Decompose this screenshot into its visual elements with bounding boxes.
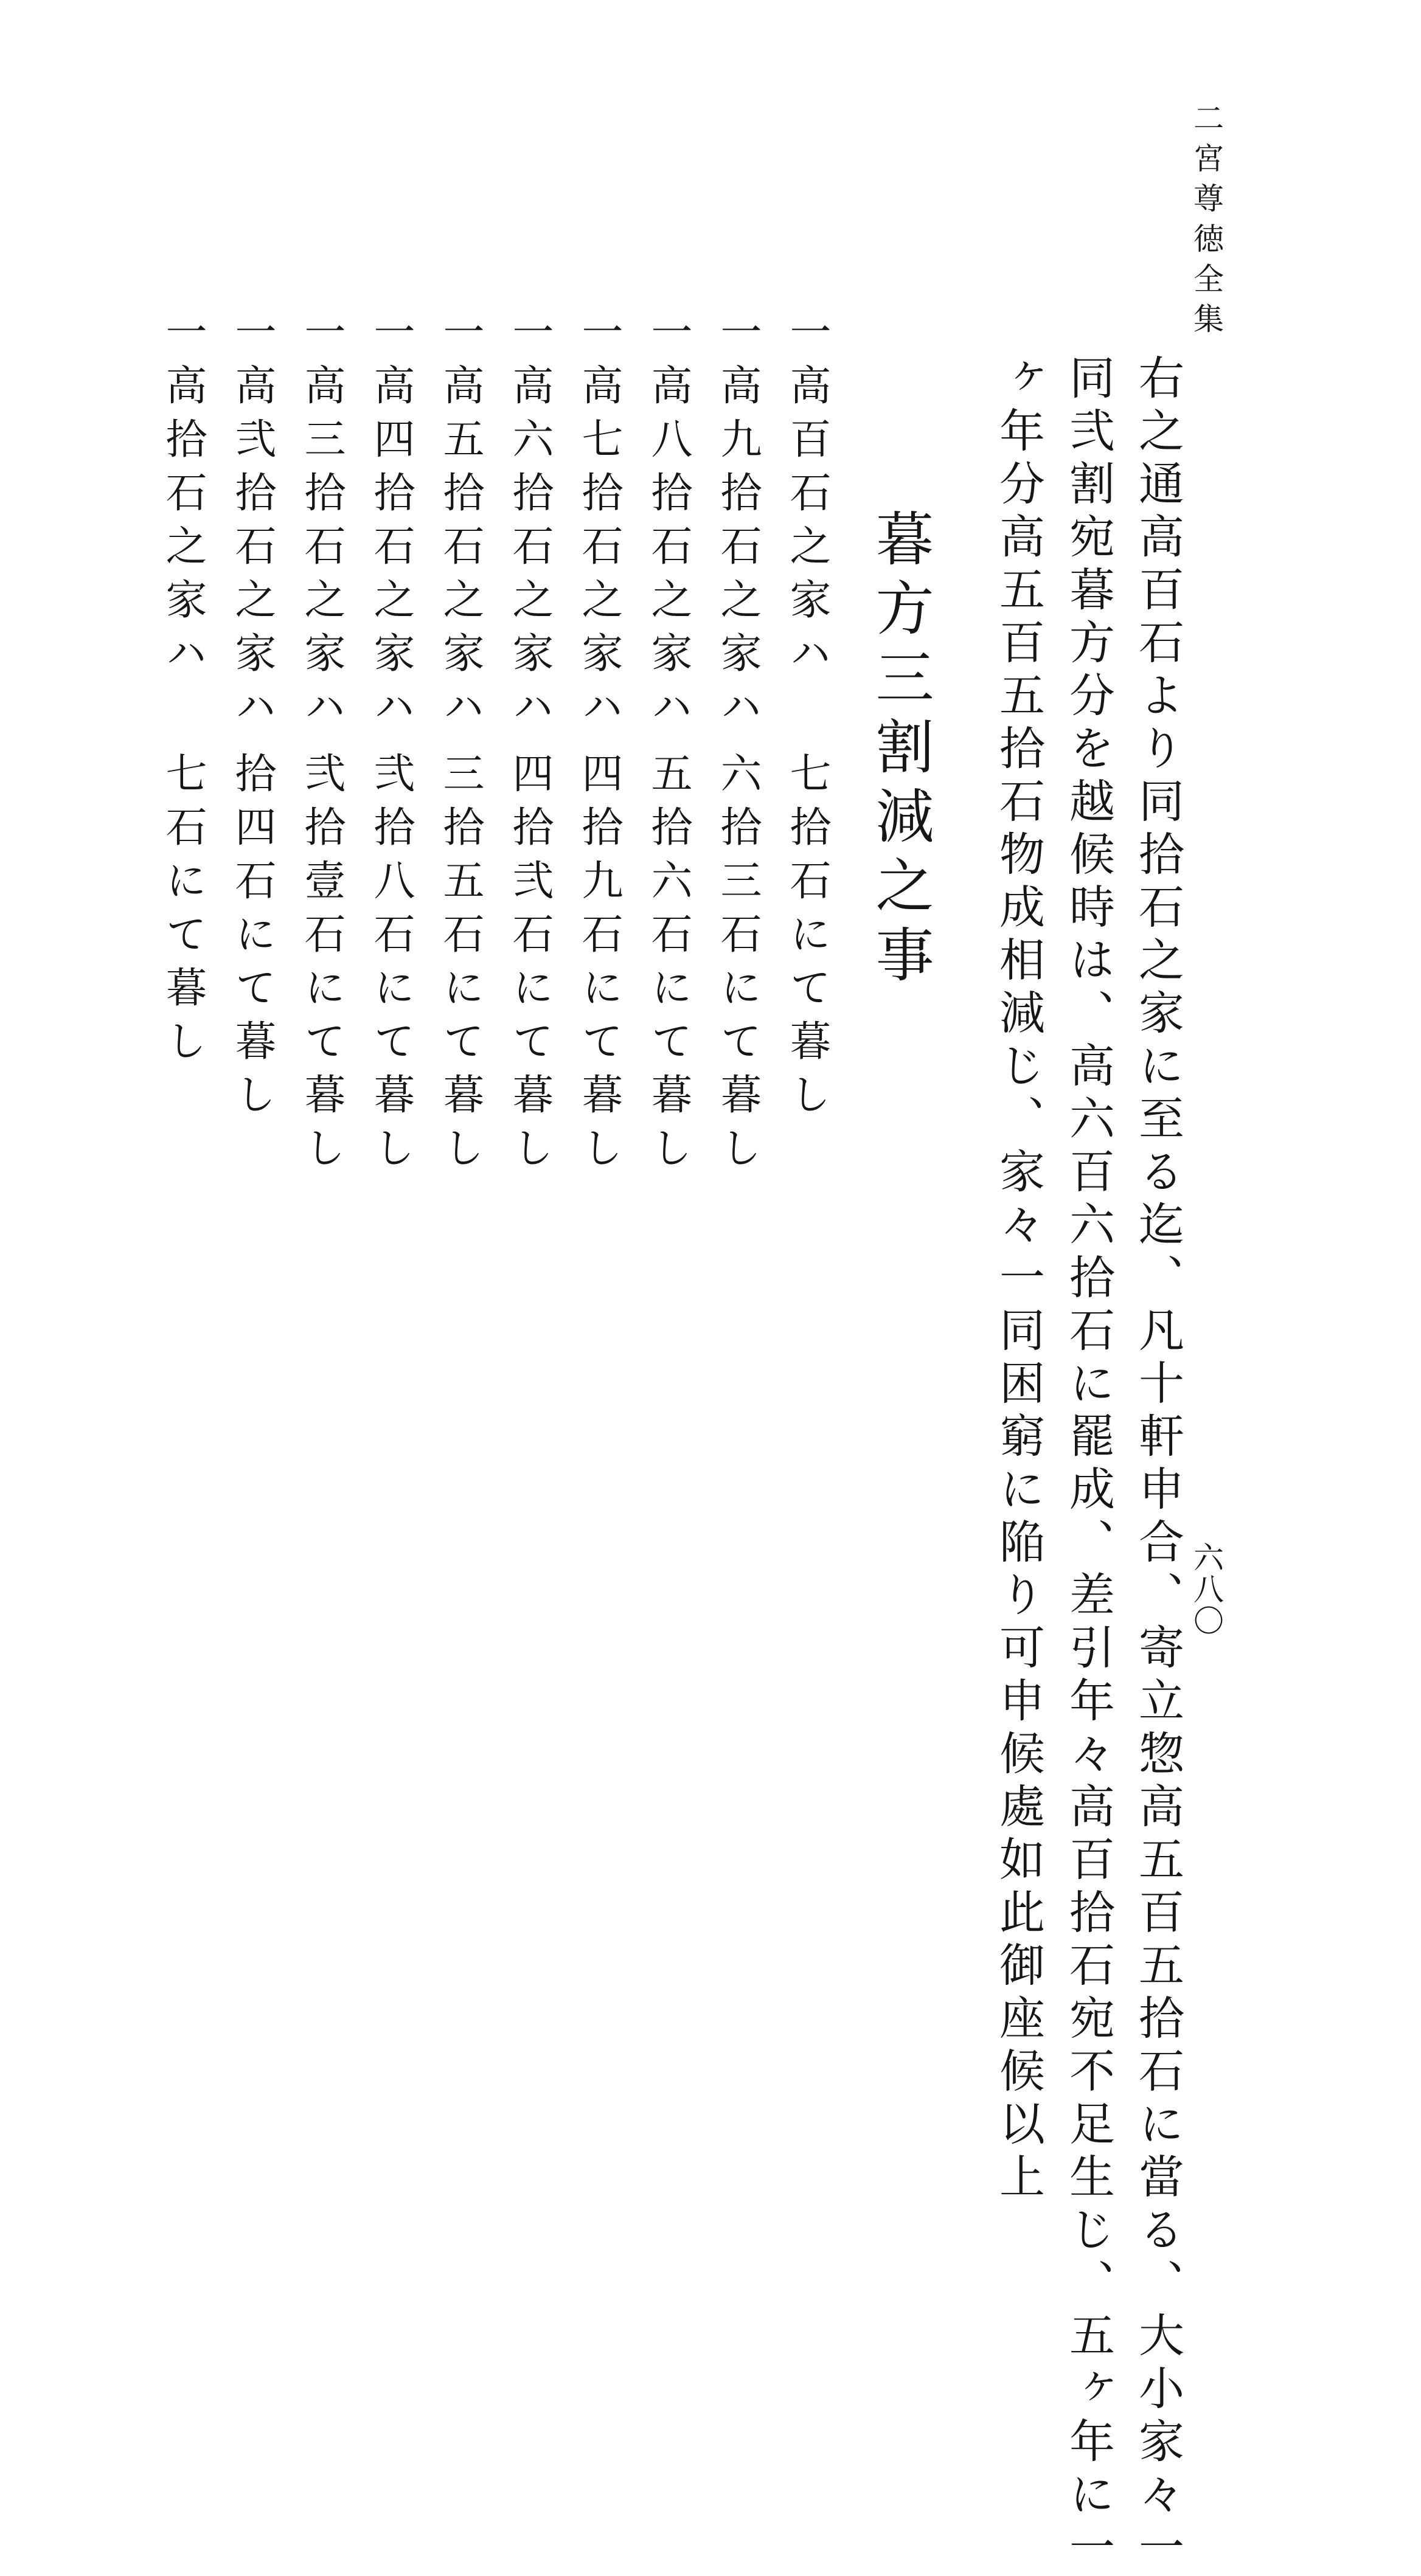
list-item: [367, 0, 421, 2004]
item-allowance: 弐拾壹石にて暮し: [297, 752, 346, 1180]
item-household: 一高弐拾石之家ハ: [228, 310, 276, 738]
item-household: 一高八拾石之家ハ: [644, 310, 692, 738]
list-item: [783, 0, 837, 2004]
list-item: [159, 0, 213, 2004]
list-item: [297, 0, 352, 2004]
list-item: [506, 0, 560, 2004]
item-household: 一高九拾石之家ハ: [714, 310, 762, 738]
item-allowance: 七石にて暮し: [159, 752, 207, 1073]
item-allowance: 四拾九石にて暮し: [575, 752, 623, 1180]
item-household: 一高百石之家ハ: [783, 310, 831, 685]
item-household: 一高七拾石之家ハ: [575, 310, 623, 738]
item-allowance: 四拾弐石にて暮し: [506, 752, 554, 1180]
body-text-line-3: ヶ年分高五百五拾石物成相減じ、家々一同困窮に陥り可申候處如此御座候以上: [992, 354, 1046, 2206]
item-household: 一高六拾石之家ハ: [506, 310, 554, 738]
section-heading: 暮方三割減之事: [866, 508, 934, 994]
item-allowance: 三拾五石にて暮し: [436, 752, 484, 1180]
body-text-line-2: 同弐割宛暮方分を越候時は、高六百六拾石に罷成、差引年々高百拾石宛不足生じ、五ヶ年に一: [1062, 354, 1116, 2576]
item-household: 一高四拾石之家ハ: [367, 310, 415, 738]
running-header-title: 二宮尊徳全集: [1189, 102, 1224, 343]
item-allowance: 弐拾八石にて暮し: [367, 752, 415, 1180]
list-item: [575, 0, 629, 2004]
item-allowance: 七拾石にて暮し: [783, 752, 831, 1126]
list-item: [436, 0, 490, 2004]
item-allowance: 五拾六石にて暮し: [644, 752, 692, 1180]
item-allowance: 拾四石にて暮し: [228, 752, 276, 1126]
list-item: [644, 0, 698, 2004]
list-item: [228, 0, 282, 2004]
item-household: 一高五拾石之家ハ: [436, 310, 484, 738]
item-allowance: 六拾三石にて暮し: [714, 752, 762, 1180]
item-household: 一高拾石之家ハ: [159, 310, 207, 685]
body-text-line-1: 右之通高百石より同拾石之家に至る迄、凡十軒申合、寄立惣高五百五拾石に當る、大小家々一: [1131, 354, 1185, 2576]
list-item: [714, 0, 768, 2004]
page-number: 六八〇: [1189, 1542, 1224, 1636]
item-household: 一高三拾石之家ハ: [297, 310, 346, 738]
